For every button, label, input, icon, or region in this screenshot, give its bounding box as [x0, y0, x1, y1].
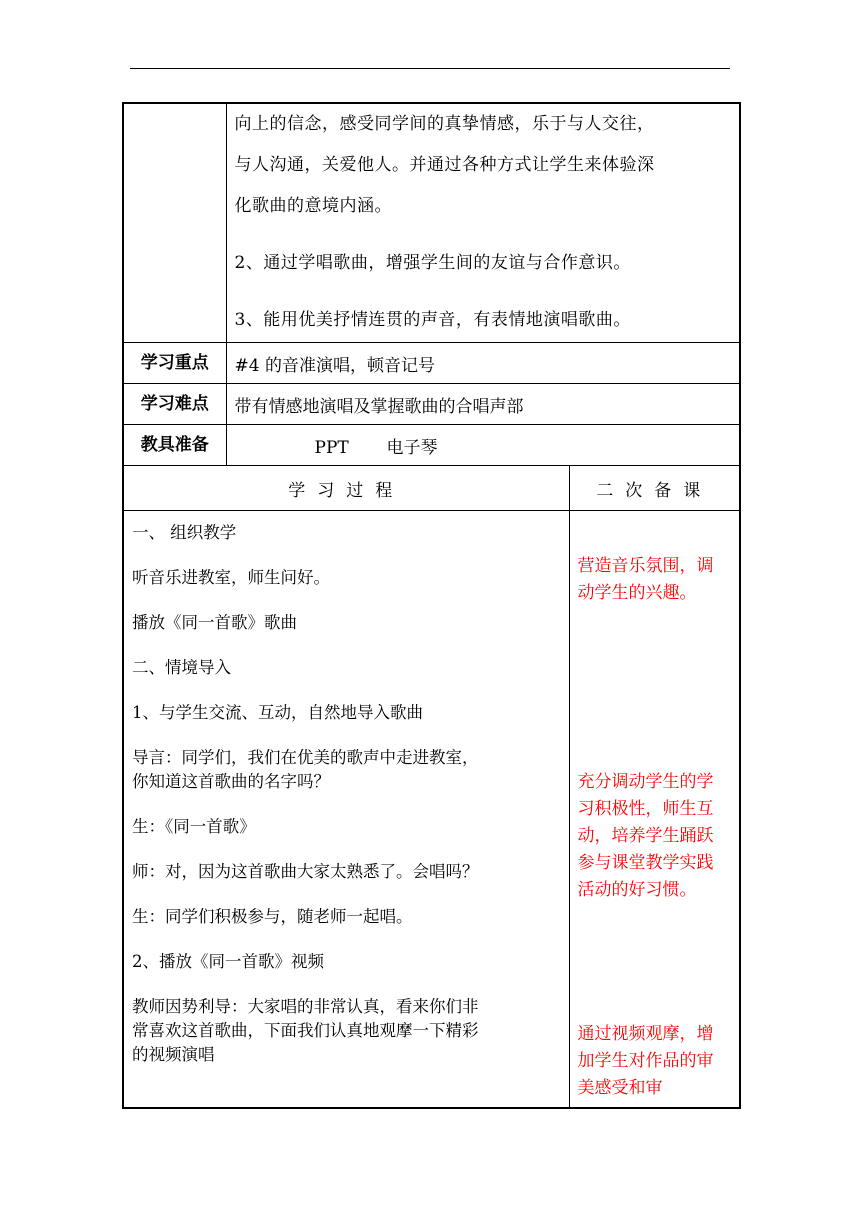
prep-note-3: 通过视频观摩，增加学生对作品的审美感受和审 [577, 1024, 714, 1098]
process-line: 导言：同学们，我们在优美的歌声中走进教室， [132, 748, 479, 767]
process-line: 1、与学生交流、互动，自然地导入歌曲 [132, 703, 423, 722]
prep-notes-cell [569, 511, 740, 1109]
objective-line-2: 与人沟通，关爱他人。并通过各种方式让学生来体验深 [234, 155, 655, 175]
key-point-value: #4 的音准演唱，顿音记号 [226, 343, 740, 384]
materials-row [123, 425, 740, 466]
process-line: 师：对，因为这首歌曲大家太熟悉了。会唱吗？ [132, 862, 479, 881]
lesson-plan-table [122, 102, 741, 1109]
objective-line-3: 化歌曲的意境内涵。 [234, 196, 392, 216]
process-line: 2、播放《同一首歌》视频 [132, 952, 324, 971]
process-line: 教师因势利导：大家唱的非常认真，看来你们非 [132, 997, 479, 1016]
prep-note-2: 充分调动学生的学习积极性，师生互动，培养学生踊跃参与课堂教学实践活动的好习惯。 [577, 772, 714, 900]
key-point-label: 学习重点 [123, 343, 226, 384]
materials-cell [226, 425, 740, 466]
difficulty-label: 学习难点 [123, 384, 226, 425]
difficulty-row [123, 384, 740, 425]
process-line: 二、情境导入 [132, 658, 231, 677]
header-rule [130, 68, 730, 69]
difficulty-value: 带有情感地演唱及掌握歌曲的合唱声部 [226, 384, 740, 425]
materials-label: 教具准备 [123, 425, 226, 466]
process-line: 生：《同一首歌》 [132, 817, 256, 836]
process-line: 生：同学们积极参与，随老师一起唱。 [132, 907, 413, 926]
key-point-row [123, 343, 740, 384]
process-header: 学习过程 [123, 466, 569, 511]
process-row [123, 511, 740, 1109]
process-line: 常喜欢这首歌曲，下面我们认真地观摩一下精彩 [132, 1021, 479, 1040]
objective-item-3: 3、能用优美抒情连贯的声音，有表情地演唱歌曲。 [234, 310, 631, 330]
prep-note-1: 营造音乐氛围，调动学生的兴趣。 [577, 556, 714, 603]
objectives-row [123, 103, 740, 343]
process-line: 听音乐进教室，师生问好。 [132, 568, 330, 587]
section-header-row [123, 466, 740, 511]
objectives-cell [226, 103, 740, 343]
process-line: 你知道这首歌曲的名字吗？ [132, 772, 330, 791]
process-line: 一、 组织教学 [132, 523, 237, 542]
process-cell [123, 511, 569, 1109]
process-line: 播放《同一首歌》歌曲 [132, 613, 297, 632]
objective-line-1: 向上的信念，感受同学间的真挚情感，乐于与人交往， [234, 114, 655, 134]
objective-item-2: 2、通过学唱歌曲，增强学生间的友谊与合作意识。 [234, 253, 631, 273]
prep-header: 二次备课 [569, 466, 740, 511]
materials-value: PPT 电子琴 [314, 438, 438, 458]
objectives-label-cell [123, 103, 226, 343]
process-line: 的视频演唱 [132, 1045, 215, 1064]
